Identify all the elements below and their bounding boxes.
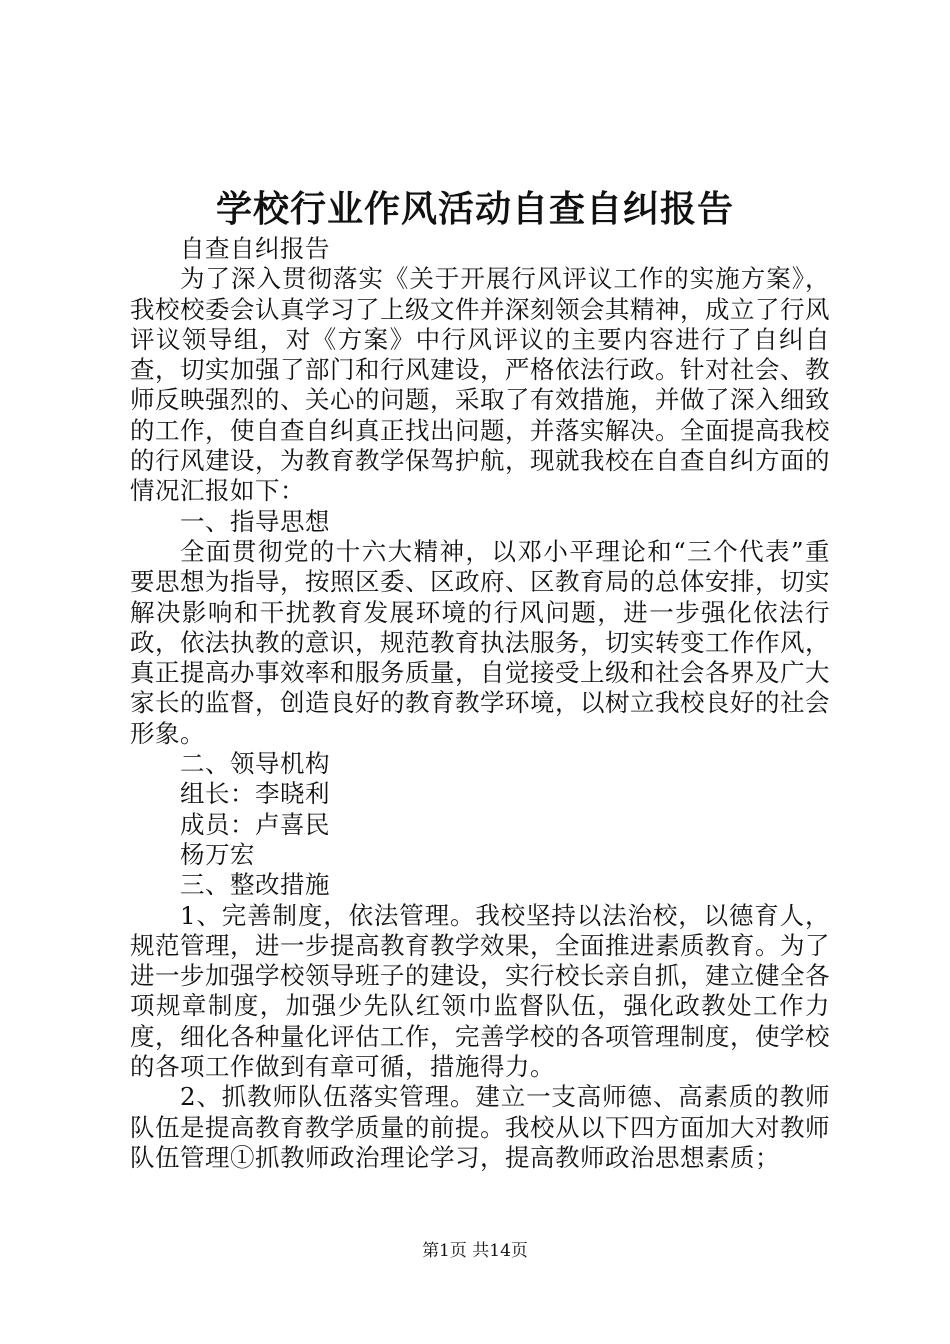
- section-heading-leadership: 二、领导机构: [180, 749, 330, 779]
- paragraph-measure-2: 2、抓教师队伍落实管理。建立一支高师德、高素质的教师队伍是提高教育教学质量的前提。我校从以下四方面加大对教师队伍管理①抓教师政治理论学习，提高教师政治思想素质；: [130, 1082, 830, 1172]
- paragraph-subtitle: 自查自纠报告: [180, 234, 330, 263]
- section-heading-guiding-thought: 一、指导思想: [180, 506, 330, 536]
- paragraph-guiding-thought: 全面贯彻党的十六大精神，以邓小平理论和“三个代表”重要思想为指导，按照区委、区政府、区教育局的总体安排，切实解决影响和干扰教育发展环境的行风问题，进一步强化依法行政，依法执教的意识，规范教育执法服务，切实转变工作作风，真正提高办事效率和服务质量，自觉接受上级和社会各界及广大家长的监督，创造良好的教育教学环境，以树立我校良好的社会形象。: [130, 536, 830, 748]
- document-title: 学校行业作风活动自查自纠报告: [215, 188, 734, 230]
- section-heading-rectification: 三、整改措施: [180, 870, 330, 900]
- paragraph-intro: 为了深入贯彻落实《关于开展行风评议工作的实施方案》，我校校委会认真学习了上级文件并深刻领会其精神，成立了行风评议领导组，对《方案》中行风评议的主要内容进行了自纠自查，切实加强了部门和行风建设，严格依法行政。针对社会、教师反映强烈的、关心的问题，采取了有效措施，并做了深入细致的工作，使自查自纠真正找出问题，并落实解决。全面提高我校的行风建设，为教育教学保驾护航，现就我校在自查自纠方面的情况汇报如下：: [130, 264, 830, 506]
- page-number-footer: 第1页 共14页: [422, 1241, 528, 1261]
- paragraph-member: 成员：卢喜民: [180, 809, 330, 839]
- paragraph-member-2: 杨万宏: [180, 839, 255, 869]
- paragraph-measure-1: 1、完善制度，依法管理。我校坚持以法治校，以德育人，规范管理，进一步提高教育教学效果，全面推进素质教育。为了进一步加强学校领导班子的建设，实行校长亲自抓，建立健全各项规章制度，加强少先队红领巾监督队伍，强化政教处工作力度，细化各种量化评估工作，完善学校的各项管理制度，使学校的各项工作做到有章可循，措施得力。: [130, 900, 830, 1082]
- paragraph-leader: 组长：李晓利: [180, 779, 330, 809]
- document-body: [130, 234, 830, 1173]
